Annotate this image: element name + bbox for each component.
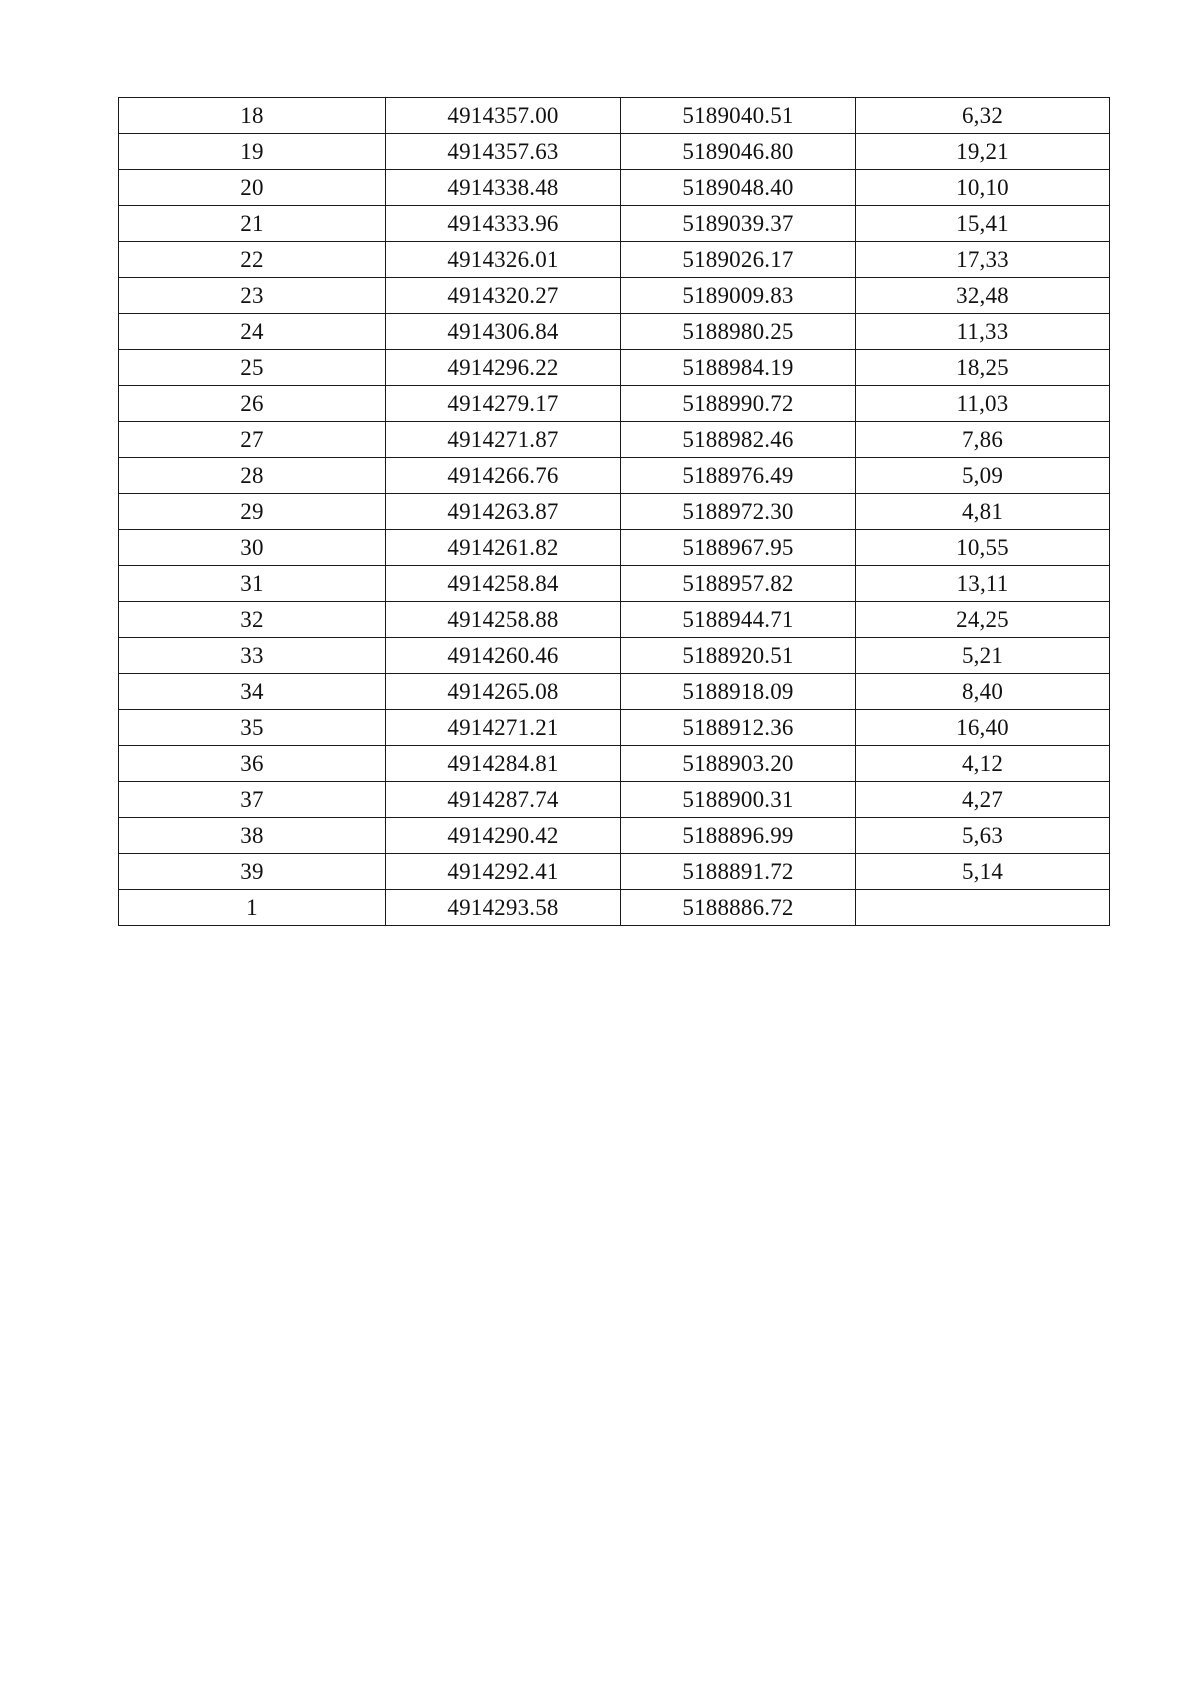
y-coordinate-cell: 5188982.46 — [621, 422, 856, 458]
distance-cell: 15,41 — [856, 206, 1110, 242]
y-coordinate-cell: 5189046.80 — [621, 134, 856, 170]
table-row — [119, 458, 1110, 494]
distance-cell: 24,25 — [856, 602, 1110, 638]
coordinates-table — [118, 97, 1110, 926]
point-number-cell: 35 — [119, 710, 386, 746]
y-coordinate-cell: 5188903.20 — [621, 746, 856, 782]
y-coordinate-cell: 5188967.95 — [621, 530, 856, 566]
distance-cell: 4,27 — [856, 782, 1110, 818]
y-coordinate-cell: 5188900.31 — [621, 782, 856, 818]
table-row — [119, 602, 1110, 638]
point-number-cell: 32 — [119, 602, 386, 638]
x-coordinate-cell: 4914338.48 — [386, 170, 621, 206]
distance-cell: 5,63 — [856, 818, 1110, 854]
point-number-cell: 38 — [119, 818, 386, 854]
x-coordinate-cell: 4914284.81 — [386, 746, 621, 782]
y-coordinate-cell: 5188918.09 — [621, 674, 856, 710]
point-number-cell: 37 — [119, 782, 386, 818]
x-coordinate-cell: 4914320.27 — [386, 278, 621, 314]
y-coordinate-cell: 5188886.72 — [621, 890, 856, 926]
point-number-cell: 20 — [119, 170, 386, 206]
x-coordinate-cell: 4914333.96 — [386, 206, 621, 242]
y-coordinate-cell: 5188976.49 — [621, 458, 856, 494]
x-coordinate-cell: 4914258.88 — [386, 602, 621, 638]
point-number-cell: 34 — [119, 674, 386, 710]
table-row — [119, 170, 1110, 206]
x-coordinate-cell: 4914326.01 — [386, 242, 621, 278]
x-coordinate-cell: 4914357.63 — [386, 134, 621, 170]
table-row — [119, 890, 1110, 926]
x-coordinate-cell: 4914279.17 — [386, 386, 621, 422]
table-row — [119, 422, 1110, 458]
table-row — [119, 494, 1110, 530]
x-coordinate-cell: 4914258.84 — [386, 566, 621, 602]
x-coordinate-cell: 4914292.41 — [386, 854, 621, 890]
x-coordinate-cell: 4914271.87 — [386, 422, 621, 458]
table-row — [119, 782, 1110, 818]
distance-cell: 17,33 — [856, 242, 1110, 278]
y-coordinate-cell: 5188891.72 — [621, 854, 856, 890]
y-coordinate-cell: 5189048.40 — [621, 170, 856, 206]
point-number-cell: 33 — [119, 638, 386, 674]
distance-cell: 11,03 — [856, 386, 1110, 422]
table-row — [119, 746, 1110, 782]
distance-cell: 10,10 — [856, 170, 1110, 206]
table-row — [119, 206, 1110, 242]
x-coordinate-cell: 4914271.21 — [386, 710, 621, 746]
distance-cell: 16,40 — [856, 710, 1110, 746]
point-number-cell: 26 — [119, 386, 386, 422]
y-coordinate-cell: 5188896.99 — [621, 818, 856, 854]
table-row — [119, 242, 1110, 278]
point-number-cell: 21 — [119, 206, 386, 242]
table-row — [119, 818, 1110, 854]
y-coordinate-cell: 5188972.30 — [621, 494, 856, 530]
x-coordinate-cell: 4914263.87 — [386, 494, 621, 530]
distance-cell: 8,40 — [856, 674, 1110, 710]
y-coordinate-cell: 5188984.19 — [621, 350, 856, 386]
distance-cell: 13,11 — [856, 566, 1110, 602]
table-row — [119, 674, 1110, 710]
y-coordinate-cell: 5188980.25 — [621, 314, 856, 350]
x-coordinate-cell: 4914266.76 — [386, 458, 621, 494]
x-coordinate-cell: 4914290.42 — [386, 818, 621, 854]
point-number-cell: 27 — [119, 422, 386, 458]
table-row — [119, 134, 1110, 170]
table-row — [119, 710, 1110, 746]
distance-cell: 32,48 — [856, 278, 1110, 314]
distance-cell: 6,32 — [856, 98, 1110, 134]
table-row — [119, 638, 1110, 674]
y-coordinate-cell: 5188990.72 — [621, 386, 856, 422]
point-number-cell: 36 — [119, 746, 386, 782]
distance-cell: 5,21 — [856, 638, 1110, 674]
x-coordinate-cell: 4914293.58 — [386, 890, 621, 926]
x-coordinate-cell: 4914261.82 — [386, 530, 621, 566]
point-number-cell: 18 — [119, 98, 386, 134]
y-coordinate-cell: 5189039.37 — [621, 206, 856, 242]
table-row — [119, 530, 1110, 566]
table-row — [119, 278, 1110, 314]
distance-cell: 18,25 — [856, 350, 1110, 386]
point-number-cell: 29 — [119, 494, 386, 530]
point-number-cell: 23 — [119, 278, 386, 314]
y-coordinate-cell: 5189040.51 — [621, 98, 856, 134]
x-coordinate-cell: 4914296.22 — [386, 350, 621, 386]
table-row — [119, 350, 1110, 386]
table-row — [119, 566, 1110, 602]
table-row — [119, 854, 1110, 890]
x-coordinate-cell: 4914265.08 — [386, 674, 621, 710]
x-coordinate-cell: 4914306.84 — [386, 314, 621, 350]
y-coordinate-cell: 5188957.82 — [621, 566, 856, 602]
x-coordinate-cell: 4914287.74 — [386, 782, 621, 818]
point-number-cell: 24 — [119, 314, 386, 350]
x-coordinate-cell: 4914357.00 — [386, 98, 621, 134]
distance-cell: 5,14 — [856, 854, 1110, 890]
table-row — [119, 314, 1110, 350]
y-coordinate-cell: 5188912.36 — [621, 710, 856, 746]
table-row — [119, 386, 1110, 422]
table-row — [119, 98, 1110, 134]
distance-cell: 4,12 — [856, 746, 1110, 782]
distance-cell: 4,81 — [856, 494, 1110, 530]
coordinates-table-body — [119, 98, 1110, 926]
point-number-cell: 1 — [119, 890, 386, 926]
y-coordinate-cell: 5188944.71 — [621, 602, 856, 638]
distance-cell: 10,55 — [856, 530, 1110, 566]
distance-cell: 11,33 — [856, 314, 1110, 350]
point-number-cell: 25 — [119, 350, 386, 386]
distance-cell: 19,21 — [856, 134, 1110, 170]
point-number-cell: 22 — [119, 242, 386, 278]
distance-cell: 7,86 — [856, 422, 1110, 458]
y-coordinate-cell: 5189026.17 — [621, 242, 856, 278]
point-number-cell: 28 — [119, 458, 386, 494]
point-number-cell: 30 — [119, 530, 386, 566]
distance-cell: 5,09 — [856, 458, 1110, 494]
x-coordinate-cell: 4914260.46 — [386, 638, 621, 674]
point-number-cell: 31 — [119, 566, 386, 602]
y-coordinate-cell: 5189009.83 — [621, 278, 856, 314]
y-coordinate-cell: 5188920.51 — [621, 638, 856, 674]
point-number-cell: 39 — [119, 854, 386, 890]
distance-cell — [856, 890, 1110, 926]
point-number-cell: 19 — [119, 134, 386, 170]
